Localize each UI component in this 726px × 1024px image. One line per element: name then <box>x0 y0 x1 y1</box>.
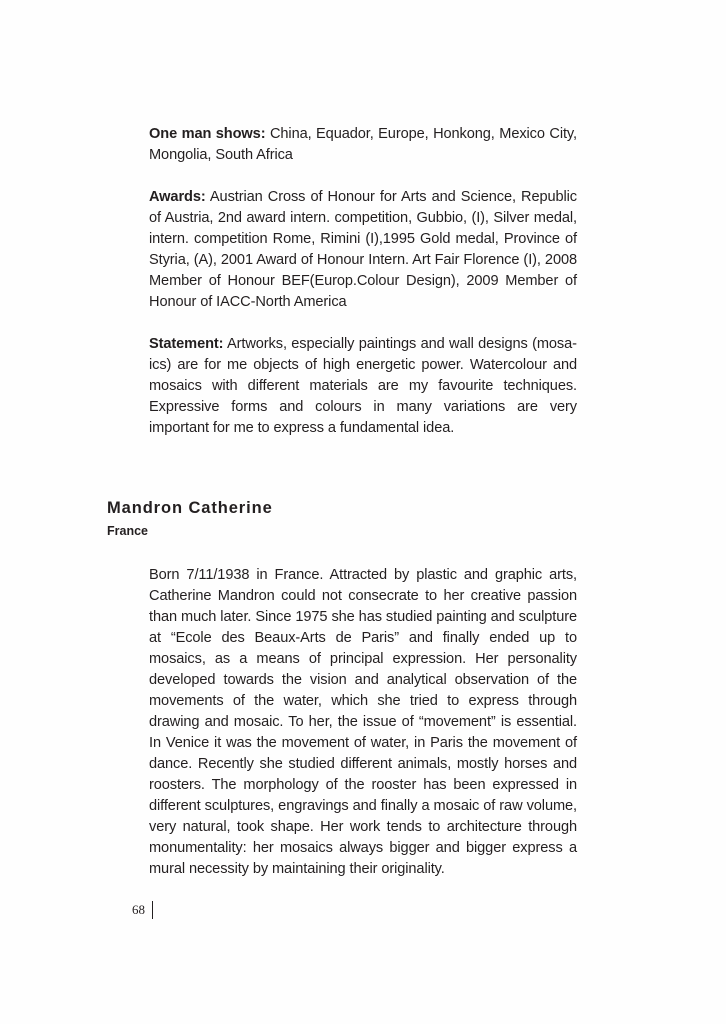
artist-biography <box>149 565 577 880</box>
artist-country: France <box>107 524 148 538</box>
biography-text: Born 7/11/1938 in France. Attracted by plastic and graphic arts, Catherine Mandron could not consecrate to her creative passion than much later. Since 1975 she has studied painting and sculpture at “Ecole des Beaux-Arts de Paris” and finally ended up to mosaics, as a means of principal expression. Her personality developed towards the vision and analytical observation of the movements of the water, which she tried to express through drawing and mosaic. To her, the issue of “movement” is essential. In Venice it was the movement of water, in Paris the movement of dance. Recently she studied different animals, mostly horses and roosters. The morphology of the rooster has been expressed in different sculptures, engravings and finally a mosaic of raw volume, very natural, took shape. Her work tends to architecture through monumentality: her mosaics always bigger and bigger express a mural necessity by maintaining their originality. <box>149 567 577 877</box>
awards-label: Awards: <box>149 189 206 205</box>
one-man-shows-label: One man shows: <box>149 126 266 142</box>
page-number: 68 <box>132 902 145 917</box>
page-number-divider <box>152 901 153 919</box>
page-footer <box>132 901 153 919</box>
one-man-shows-text: China, Equador, Europe, Honkong, Mexico City, Mongolia, South Africa <box>149 126 577 163</box>
statement-label: Statement: <box>149 336 224 352</box>
awards-text: Austrian Cross of Honour for Arts and Science, Republic of Austria, 2nd award intern. competition, Gubbio, (I), Silver medal, intern. competition Rome, Rimini (I),1995 Gold medal, Province of Styria, (A), 2001 Award of Honour Intern. Art Fair Florence (I), 2008 Member of Honour BEF(Europ.Colour Design), 2009 Member of Honour of IACC-North America <box>149 189 577 310</box>
awards-paragraph <box>149 187 577 313</box>
one-man-shows-paragraph <box>149 124 577 166</box>
statement-paragraph <box>149 334 577 439</box>
artist-name-heading: Mandron Catherine <box>107 499 273 517</box>
statement-text: Artworks, especially paintings and wall designs (mosaics) are for me objects of high energetic power. Watercolour and mosaics with different materials are my favourite techniques. Expressive forms and colours in many variations are very important for me to express a fundamental idea. <box>149 336 577 436</box>
